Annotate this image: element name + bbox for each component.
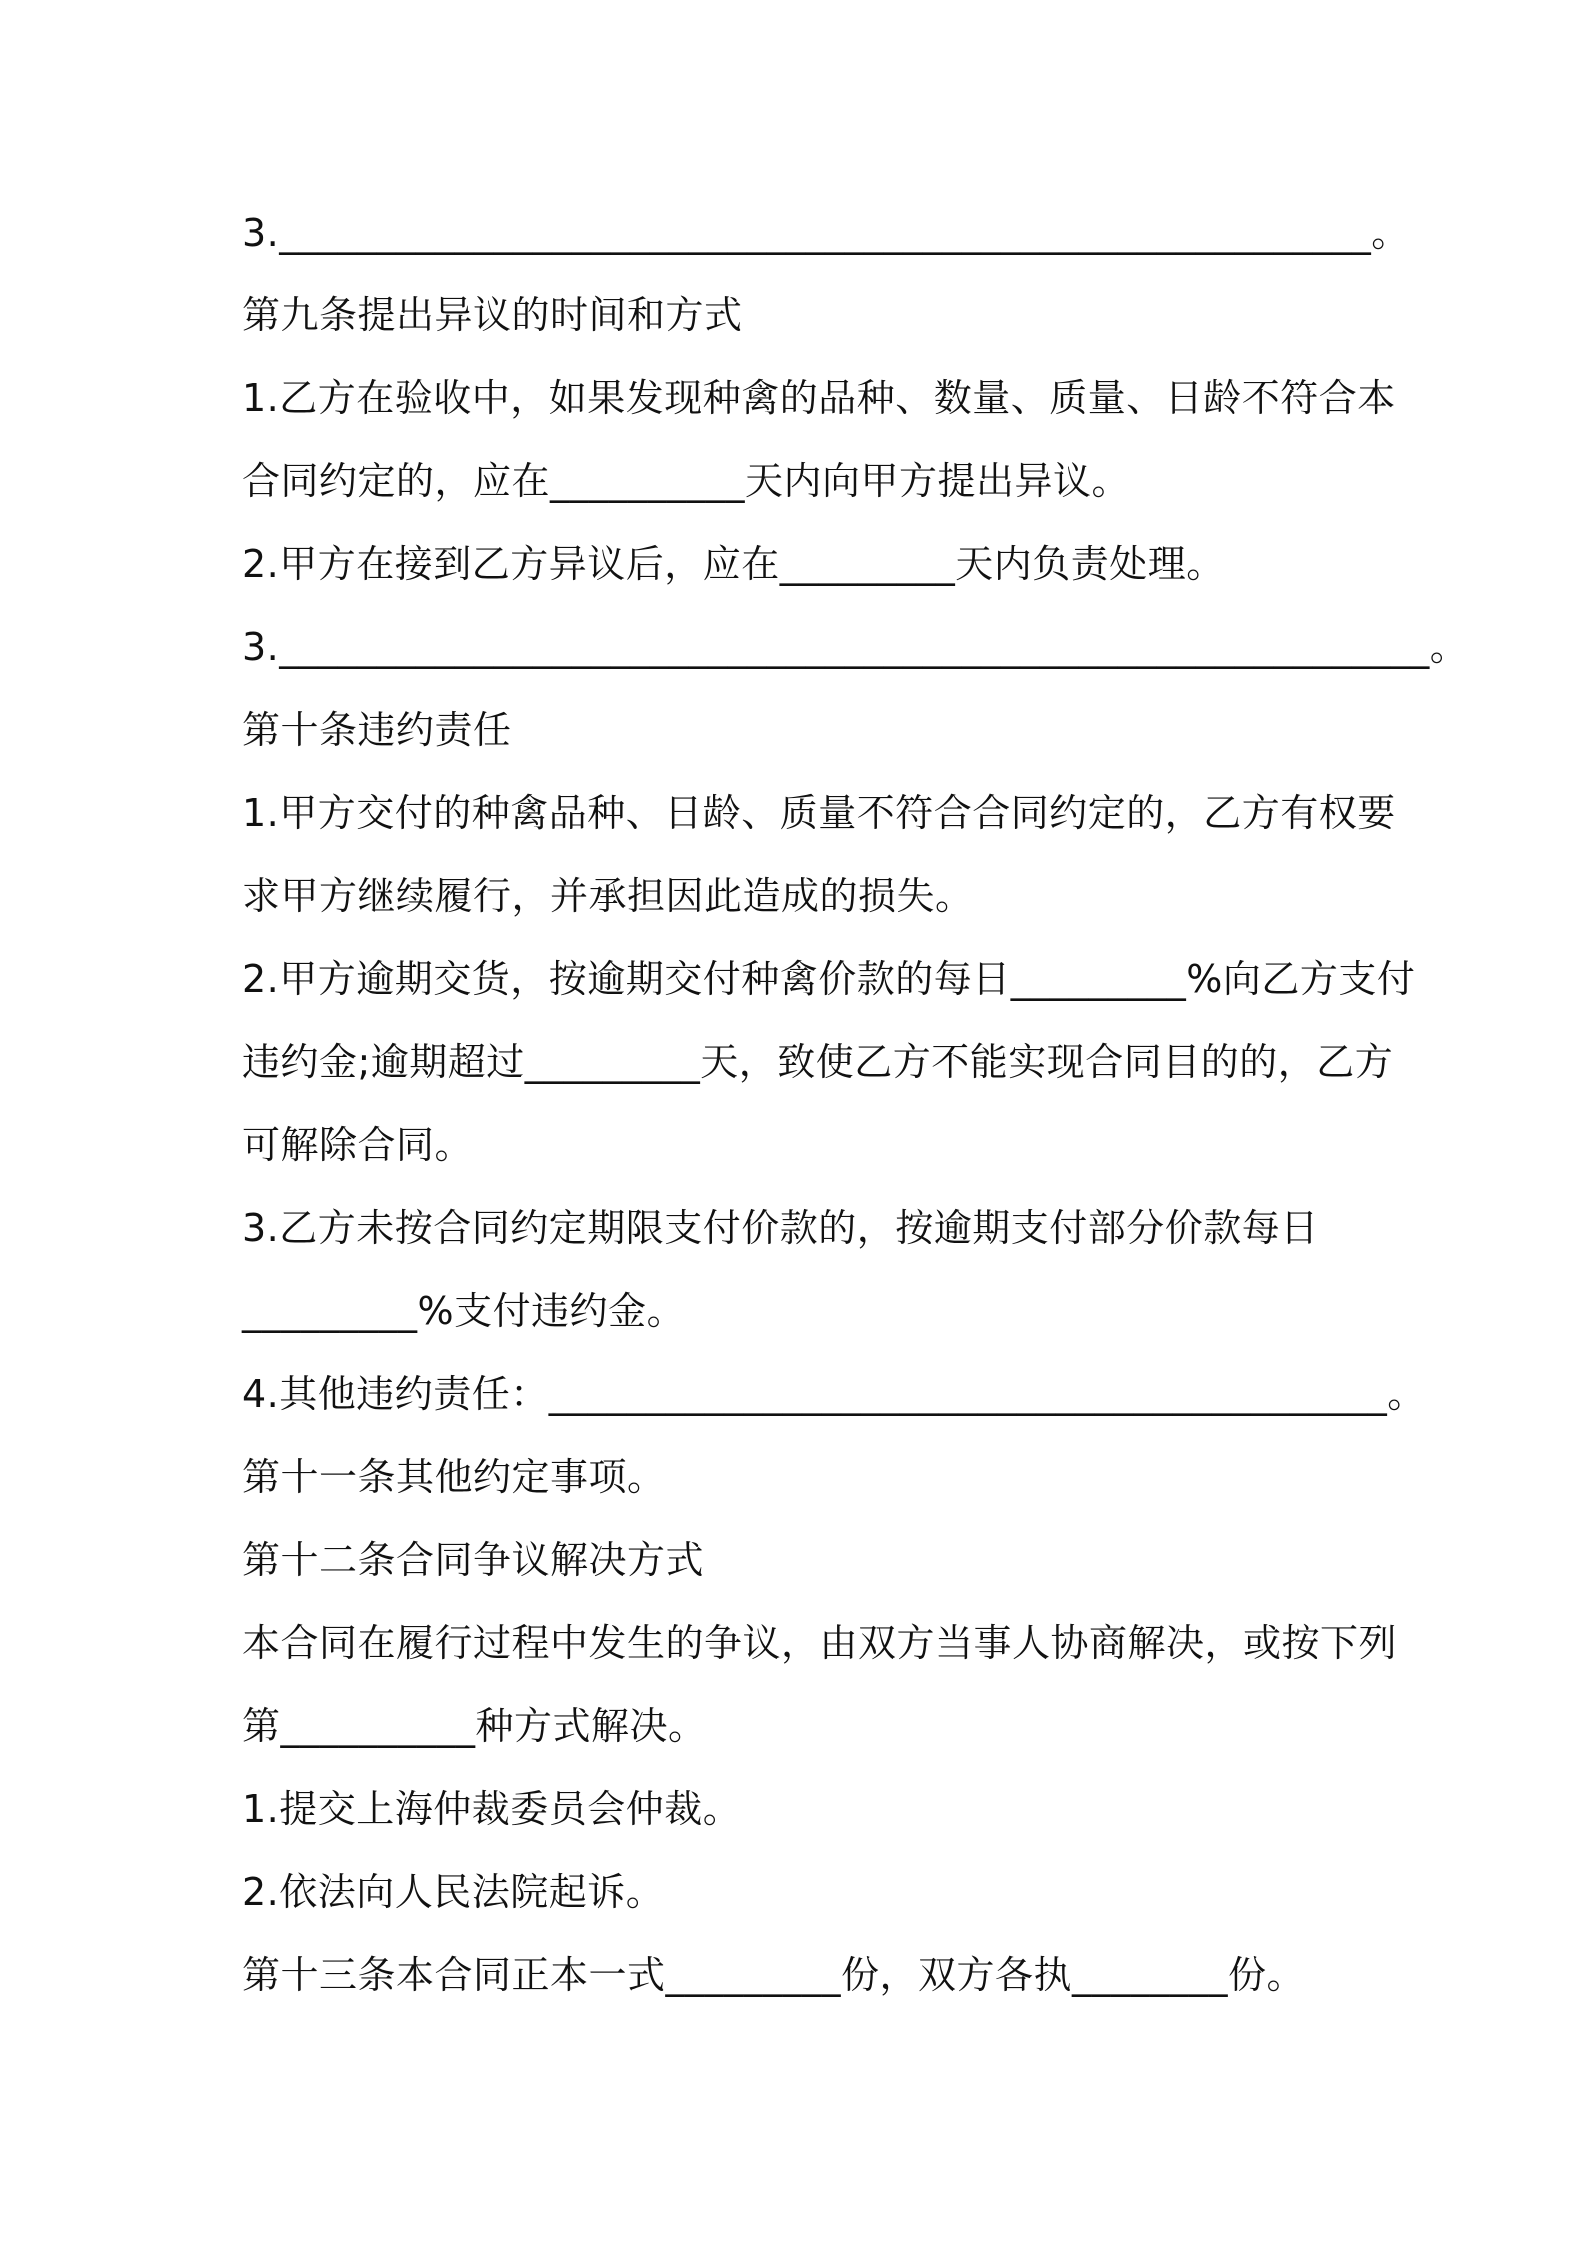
article-10-item-1-line-1: 1.甲方交付的种禽品种、日龄、质量不符合合同约定的，乙方有权要 <box>242 791 1396 835</box>
article-9-heading: 第九条提出异议的时间和方式 <box>242 293 743 337</box>
article-10-item-3-line-1: 3.乙方未按合同约定期限支付价款的，按逾期支付部分价款每日 <box>242 1206 1319 1250</box>
article-12-text-line-2: 第__________种方式解决。 <box>242 1704 707 1748</box>
article-10-heading: 第十条违约责任 <box>242 708 512 752</box>
article-13: 第十三条本合同正本一式_________份，双方各执________份。 <box>242 1953 1306 1997</box>
article-12-option-1: 1.提交上海仲裁委员会仲裁。 <box>242 1787 742 1831</box>
article-9-item-1-line-1: 1.乙方在验收中，如果发现种禽的品种、数量、质量、日龄不符合本 <box>242 376 1396 420</box>
article-10-item-4: 4.其他违约责任：___________________________________________。 <box>242 1372 1426 1416</box>
article-10-item-2-line-1: 2.甲方逾期交货，按逾期交付种禽价款的每日_________%向乙方支付 <box>242 957 1416 1001</box>
article-11-heading: 第十一条其他约定事项。 <box>242 1455 666 1499</box>
article-10-item-1-line-2: 求甲方继续履行，并承担因此造成的损失。 <box>242 874 974 918</box>
article-9-item-3: 3.___________________________________________________________。 <box>242 625 1469 669</box>
article-9-item-2: 2.甲方在接到乙方异议后，应在_________天内负责处理。 <box>242 542 1225 586</box>
article-9-item-1-line-2: 合同约定的，应在__________天内向甲方提出异议。 <box>242 459 1131 503</box>
article-12-heading: 第十二条合同争议解决方式 <box>242 1538 705 1582</box>
article-10-item-3-line-2: _________%支付违约金。 <box>242 1289 686 1333</box>
article-10-item-2-line-3: 可解除合同。 <box>242 1123 474 1167</box>
article-12-text-line-1: 本合同在履行过程中发生的争议，由双方当事人协商解决，或按下列 <box>242 1621 1398 1665</box>
clause-8-item-3: 3.________________________________________________________。 <box>242 211 1410 255</box>
article-12-option-2: 2.依法向人民法院起诉。 <box>242 1870 665 1914</box>
article-10-item-2-line-2: 违约金;逾期超过_________天，致使乙方不能实现合同目的的，乙方 <box>242 1040 1394 1084</box>
